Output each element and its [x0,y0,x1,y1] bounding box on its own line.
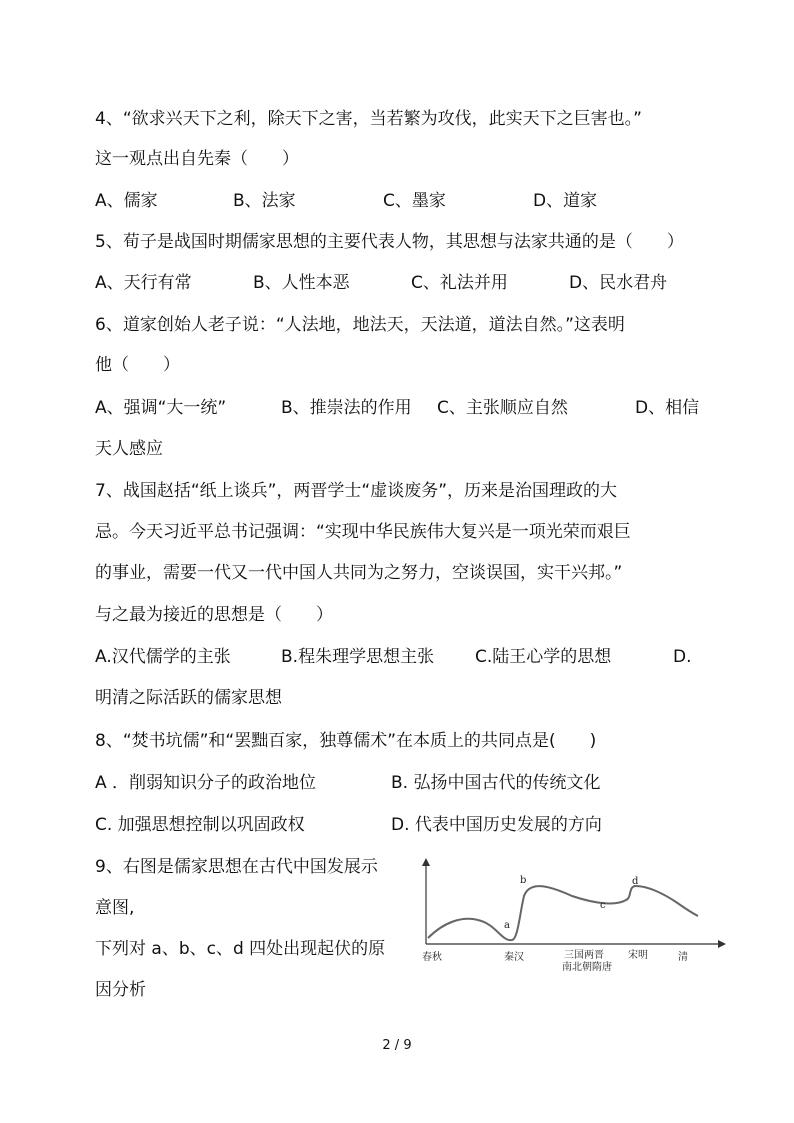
point-label-b: b [520,875,527,886]
q7-stem-line4: 与之最为接近的思想是（ ） [95,605,333,625]
q9-stem-line1: 9、右图是儒家思想在古代中国发展示 [95,857,378,877]
q7-stem-line2: 忌。今天习近平总书记强调：“实现中华民族伟大复兴是一项光荣而艰巨 [95,522,631,542]
q7-stem-line3: 的事业，需要一代又一代中国人共同为之努力，空谈误国，实干兴邦。” [95,563,623,583]
q9-stem-line2: 意图, [95,898,135,918]
q7-option-a: A.汉代儒学的主张 [95,647,231,667]
q4-option-b: B、法家 [233,191,296,211]
q8-option-a: A ．削弱知识分子的政治地位 [95,773,317,793]
q9-stem-line4: 因分析 [95,980,146,1000]
x-label-sanguo: 三国两晋 [564,950,604,961]
q7-stem-line1: 7、战国赵括“纸上谈兵”，两晋学士“虚谈废务”，历来是治国理政的大 [95,481,618,501]
q8-option-d: D. 代表中国历史发展的方向 [391,815,602,835]
confucianism-development-chart [412,858,728,990]
x-label-nanbeichao: 南北朝隋唐 [562,962,612,973]
development-curve [428,886,698,940]
q8-option-c: C. 加强思想控制以巩固政权 [95,815,305,835]
y-axis-arrow [422,858,430,866]
q4-stem-line2: 这一观点出自先秦（ ） [95,149,299,169]
q6-option-c: C、主张顺应自然 [437,398,568,418]
q7-option-d-continued: 明清之际活跃的儒家思想 [95,688,282,708]
q5-option-b: B、人性本恶 [253,273,350,293]
q6-option-d: D、相信 [635,398,700,418]
q7-option-c: C.陆王心学的思想 [475,647,612,667]
q5-option-c: C、礼法并用 [411,273,508,293]
x-label-qing: 清 [678,952,688,963]
q6-stem-line1: 6、道家创始人老子说：“人法地，地法天，天法道，道法自然。”这表明 [95,315,625,335]
x-label-chunqiu: 春秋 [422,952,442,963]
q7-option-d: D. [673,647,692,667]
q5-stem-line1: 5、荀子是战国时期儒家思想的主要代表人物，其思想与法家共通的是（ ） [95,232,684,252]
x-label-qinhan: 秦汉 [504,952,524,963]
q5-option-a: A、天行有常 [95,273,192,293]
q8-option-b: B. 弘扬中国古代的传统文化 [391,773,601,793]
q7-option-b: B.程朱理学思想主张 [281,647,435,667]
q6-stem-line2: 他（ ） [95,355,180,375]
q4-stem-line1: 4、“欲求兴天下之利，除天下之害，当若繁为攻伐，此实天下之巨害也。” [95,109,642,129]
q9-stem-line3: 下列对 a、b、c、d 四处出现起伏的原 [95,939,386,959]
x-axis-arrow [718,940,726,948]
point-label-c: c [600,900,606,911]
q5-option-d: D、民水君舟 [569,273,668,293]
point-label-d: d [632,876,639,887]
q4-option-a: A、儒家 [95,191,158,211]
point-label-a: a [504,920,510,931]
q6-option-d-continued: 天人感应 [95,439,163,459]
q8-stem-line1: 8、“焚书坑儒”和“罢黜百家，独尊儒术”在本质上的共同点是( ) [95,731,597,751]
q6-option-a: A、强调“大一统” [95,398,227,418]
x-label-songming: 宋明 [628,950,648,961]
q4-option-d: D、道家 [533,191,598,211]
q4-option-c: C、墨家 [383,191,446,211]
page-number: 2 / 9 [382,1038,412,1053]
q6-option-b: B、推崇法的作用 [281,398,412,418]
